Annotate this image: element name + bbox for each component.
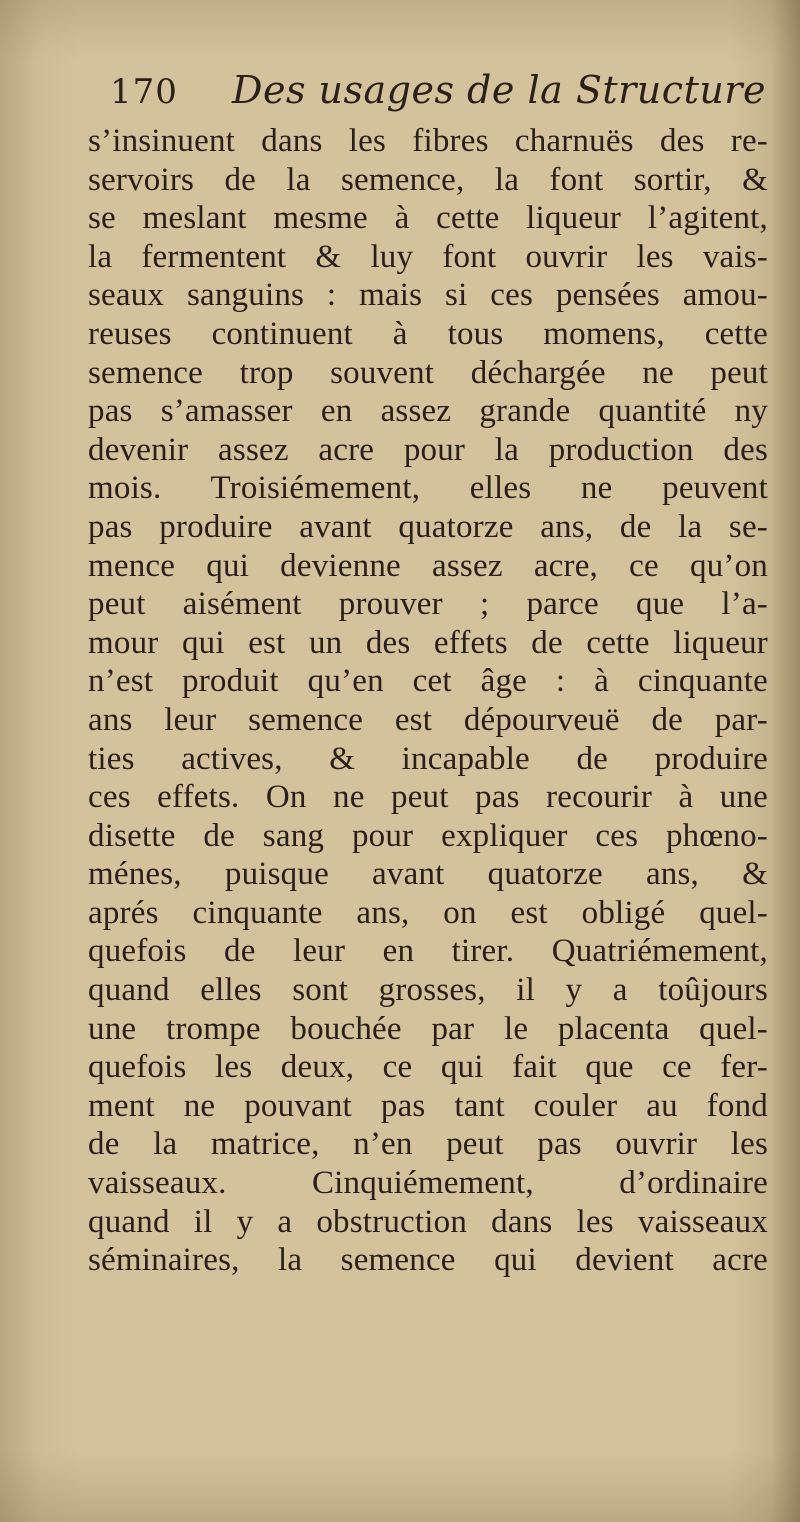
text-line: aprés cinquante ans, on est obligé quel-: [88, 894, 768, 931]
text-line: devenir assez acre pour la production des: [88, 431, 768, 468]
text-line: disette de sang pour expliquer ces phœno-: [88, 817, 768, 854]
text-line: mence qui devienne assez acre, ce qu’on: [88, 547, 768, 584]
text-line: ment ne pouvant pas tant couler au fond: [88, 1087, 768, 1124]
text-line: servoirs de la semence, la font sortir, &: [88, 161, 768, 198]
text-line: seaux sanguins : mais si ces pensées amou-: [88, 277, 768, 314]
text-line: mour qui est un des effets de cette liqueur: [88, 624, 768, 661]
text-line: quefois les deux, ce qui fait que ce fer-: [88, 1049, 768, 1086]
text-line: ties actives, & incapable de produire: [88, 740, 768, 777]
text-line: mois. Troisiémement, elles ne peuvent: [88, 470, 768, 507]
text-line: s’insinuent dans les fibres charnuës des re-: [88, 123, 768, 159]
text-line: de la matrice, n’en peut pas ouvrir les: [88, 1126, 768, 1163]
text-line: séminaires, la semence qui devient acre: [88, 1242, 768, 1279]
text-line: pas s’amasser en assez grande quantité ny: [88, 393, 768, 430]
text-line: semence trop souvent déchargée ne peut: [88, 354, 768, 391]
body-text: [88, 122, 768, 1280]
text-line: reuses continuent à tous momens, cette: [88, 315, 768, 352]
text-line: n’est produit qu’en cet âge : à cinquante: [88, 663, 768, 700]
text-line: quefois de leur en tirer. Quatriémement,: [88, 933, 768, 970]
running-title: Des usages de la Structure: [232, 68, 766, 112]
page-number: 170: [110, 72, 178, 112]
text-line: quand elles sont grosses, il y a toûjours: [88, 972, 768, 1009]
text-line: quand il y a obstruction dans les vaisseaux: [88, 1203, 768, 1240]
text-line: la fermentent & luy font ouvrir les vais-: [88, 238, 768, 275]
text-line: ans leur semence est dépourveuë de par-: [88, 701, 768, 738]
text-line: une trompe bouchée par le placenta quel-: [88, 1010, 768, 1047]
text-line: pas produire avant quatorze ans, de la se-: [88, 508, 768, 545]
text-line: se meslant mesme à cette liqueur l’agitent,: [88, 200, 768, 237]
text-line: peut aisément prouver ; parce que l’a-: [88, 586, 768, 623]
running-head: [110, 68, 766, 120]
text-line: ces effets. On ne peut pas recourir à une: [88, 779, 768, 816]
text-line: ménes, puisque avant quatorze ans, &: [88, 856, 768, 893]
text-line: vaisseaux. Cinquiémement, d’ordinaire: [88, 1165, 768, 1202]
